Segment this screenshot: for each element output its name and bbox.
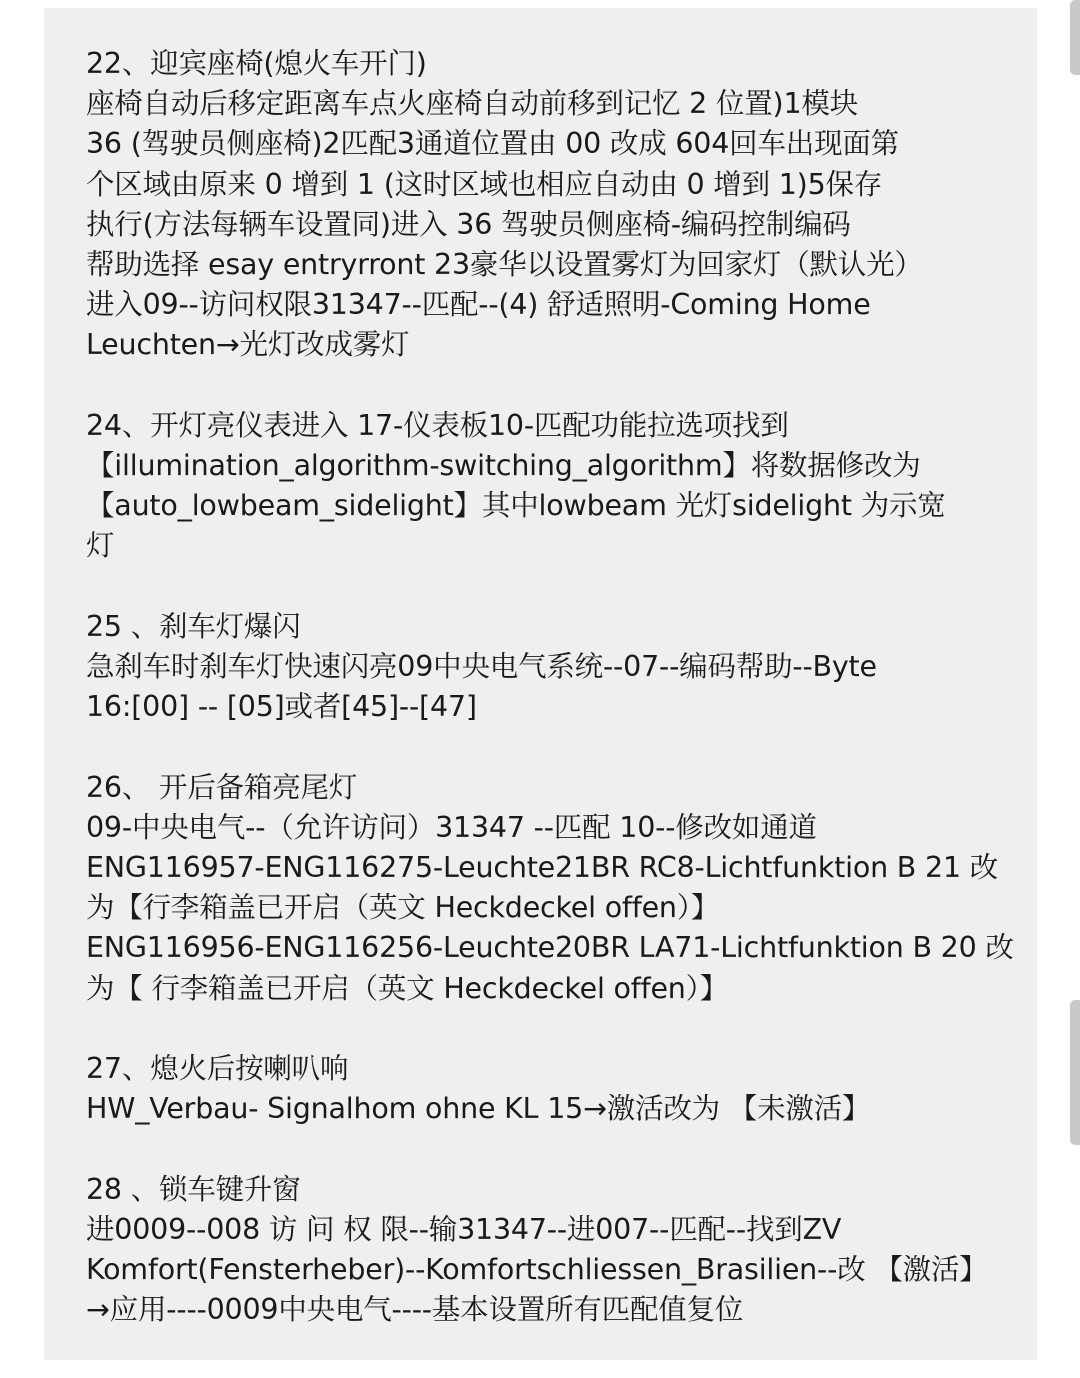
text-line: 【auto_lowbeam_sidelight】其中lowbeam 光灯sidelight 为示宽 xyxy=(86,489,946,523)
text-line: Leuchten→光灯改成雾灯 xyxy=(86,328,410,362)
section-22-welcome-seat xyxy=(86,44,1016,366)
text-line: 【illumination_algorithm-switching_algorithm】将数据修改为 xyxy=(86,449,921,483)
text-line: ENG116957-ENG116275-Leuchte21BR RC8-Lichtfunktion B 21 改 xyxy=(86,851,999,885)
text-line: 为【行李箱盖已开启（英文 Heckdeckel offen）】 xyxy=(86,891,720,925)
document-page xyxy=(44,8,1037,1360)
text-line: 帮助选择 esay entryrront 23豪华以设置雾灯为回家灯（默认光） xyxy=(86,248,923,282)
text-line: 执行(方法每辆车设置同)进入 36 驾驶员侧座椅-编码控制编码 xyxy=(86,207,851,241)
section-heading: 22、迎宾座椅(熄火车开门) xyxy=(86,47,427,80)
text-line: HW_Verbau- Signalhom ohne KL 15→激活改为 【未激活】 xyxy=(86,1092,871,1126)
section-25-brake-flash xyxy=(86,607,1016,728)
scrollbar-bottom-indicator[interactable] xyxy=(1070,1000,1080,1145)
section-27-horn xyxy=(86,1049,1016,1129)
text-line: 个区域由原来 0 增到 1 (这时区域也相应自动由 0 增到 1)5保存 xyxy=(86,167,883,201)
text-line: 进0009--008 访 问 权 限--输31347--进007--匹配--找到ZV xyxy=(86,1212,842,1246)
section-heading: 28 、锁车键升窗 xyxy=(86,1172,301,1206)
section-26-trunk-taillight xyxy=(86,768,1016,1009)
section-heading: 24、开灯亮仪表进入 17-仪表板10-匹配功能拉选项找到 xyxy=(86,408,789,442)
text-line: 座椅自动后移定距离车点火座椅自动前移到记忆 2 位置)1模块 xyxy=(86,87,859,121)
text-line: 进入09--访问权限31347--匹配--(4) 舒适照明-Coming Home xyxy=(86,288,871,322)
text-line: 36 (驾驶员侧座椅)2匹配3通道位置由 00 改成 604回车出现面第 xyxy=(86,127,899,161)
section-heading: 25 、刹车灯爆闪 xyxy=(86,609,301,643)
section-28-lock-window xyxy=(86,1170,1016,1331)
text-line: 灯 xyxy=(86,529,115,563)
text-line: 急刹车时刹车灯快速闪亮09中央电气系统--07--编码帮助--Byte xyxy=(86,650,877,684)
section-24-dashboard-lights xyxy=(86,406,1016,567)
text-line: 09-中央电气--（允许访问）31347 --匹配 10--修改如通道 xyxy=(86,810,817,844)
text-line: 为【 行李箱盖已开启（英文 Heckdeckel offen）】 xyxy=(86,971,729,1005)
document-content xyxy=(86,44,1016,1371)
text-line: →应用----0009中央电气----基本设置所有匹配值复位 xyxy=(86,1293,744,1327)
section-heading: 26、 开后备箱亮尾灯 xyxy=(86,770,358,804)
text-line: ENG116956-ENG116256-Leuchte20BR LA71-Lichtfunktion B 20 改 xyxy=(86,931,1014,965)
text-line: Komfort(Fensterheber)--Komfortschliessen_Brasilien--改 【激活】 xyxy=(86,1253,988,1287)
section-heading: 27、熄火后按喇叭响 xyxy=(86,1052,349,1086)
text-line: 16:[00] -- [05]或者[45]--[47] xyxy=(86,690,477,724)
scrollbar-top-indicator[interactable] xyxy=(1070,0,1080,75)
